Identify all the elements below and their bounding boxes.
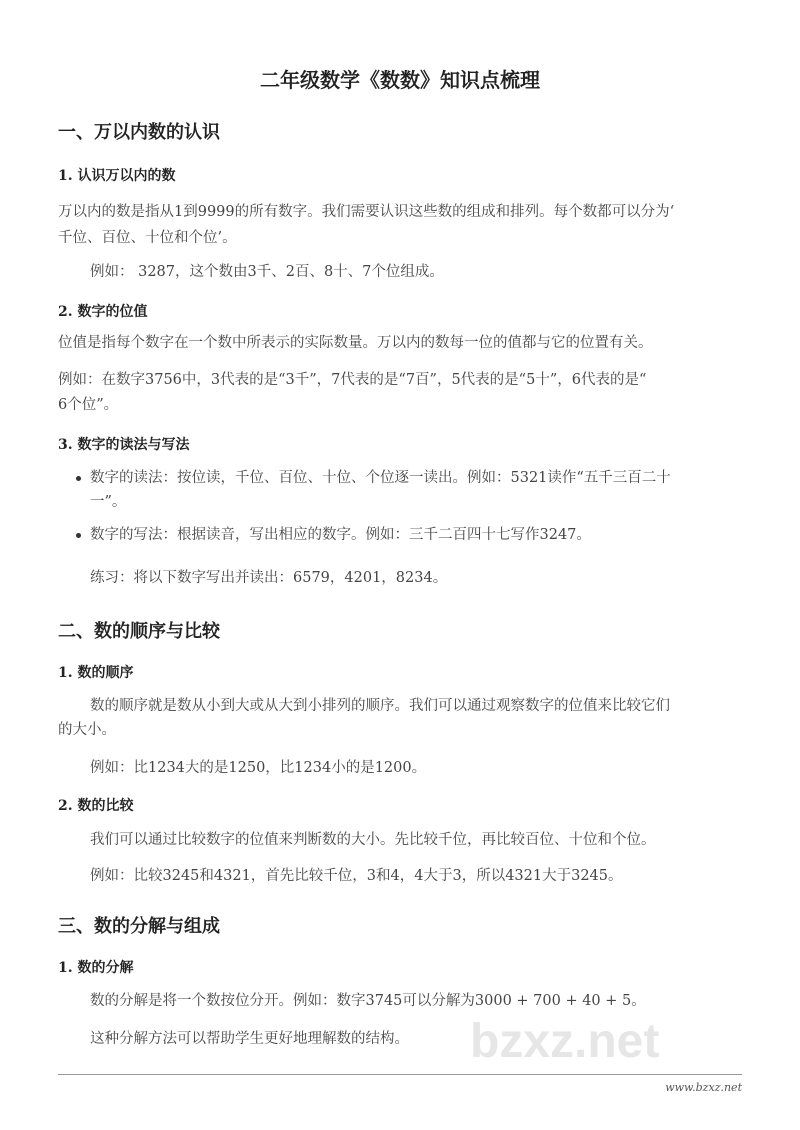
paragraph-line: 的大小。 <box>58 722 116 738</box>
watermark: bzxz.net <box>470 1015 660 1068</box>
bullet-icon <box>76 533 81 538</box>
section-heading: 三、数的分解与组成 <box>58 916 220 937</box>
paragraph-line: 数的分解是将一个数按位分开。例如：数字3745可以分解为3000 + 700 + 40 + 5。 <box>90 993 646 1009</box>
subsection-heading: 2. 数字的位值 <box>58 304 148 320</box>
paragraph-line: 我们可以通过比较数字的位值来判断数的大小。先比较千位，再比较百位、十位和个位。 <box>90 832 656 848</box>
footer-url: www.bzxz.net <box>665 1081 742 1094</box>
example-text: 例如：比较3245和4321，首先比较千位，3和4，4大于3，所以4321大于3245。 <box>90 868 623 884</box>
section-heading: 二、数的顺序与比较 <box>58 621 220 642</box>
section-heading: 一、万以内数的认识 <box>58 122 220 143</box>
practice-text: 练习：将以下数字写出并读出：6579，4201，8234。 <box>90 570 448 586</box>
paragraph-line: 千位、百位、十位和个位’。 <box>58 230 237 246</box>
document-title: 二年级数学《数数》知识点梳理 <box>260 68 540 92</box>
subsection-heading: 1. 数的分解 <box>58 960 134 976</box>
paragraph-line: 位值是指每个数字在一个数中所表示的实际数量。万以内的数每一位的值都与它的位置有关。 <box>58 335 653 351</box>
example-text: 例如：比1234大的是1250，比1234小的是1200。 <box>90 760 427 776</box>
subsection-heading: 1. 数的顺序 <box>58 665 134 681</box>
example-text: 例如： 3287，这个数由3千、2百、8十、7个位组成。 <box>90 264 444 280</box>
bullet-icon <box>76 476 81 481</box>
subsection-heading: 1. 认识万以内的数 <box>58 168 176 184</box>
subsection-heading: 3. 数字的读法与写法 <box>58 437 190 453</box>
example-text: 6个位”。 <box>58 397 119 413</box>
bullet-text: 一”。 <box>90 494 127 510</box>
example-text: 例如：在数字3756中，3代表的是“3千”，7代表的是“7百”，5代表的是“5十”，6代表的是“ <box>58 372 647 388</box>
subsection-heading: 2. 数的比较 <box>58 798 134 814</box>
footer-divider <box>58 1074 742 1075</box>
paragraph-line: 数的顺序就是数从小到大或从大到小排列的顺序。我们可以通过观察数字的位值来比较它们 <box>90 698 670 714</box>
bullet-text: 数字的读法：按位读，千位、百位、十位、个位逐一读出。例如：5321读作“五千三百二十 <box>90 470 671 486</box>
bullet-text: 数字的写法：根据读音，写出相应的数字。例如：三千二百四十七写作3247。 <box>90 527 591 543</box>
paragraph-line: 万以内的数是指从1到9999的所有数字。我们需要认识这些数的组成和排列。每个数都可以分为‘ <box>58 204 675 220</box>
paragraph-line: 这种分解方法可以帮助学生更好地理解数的结构。 <box>90 1031 409 1047</box>
